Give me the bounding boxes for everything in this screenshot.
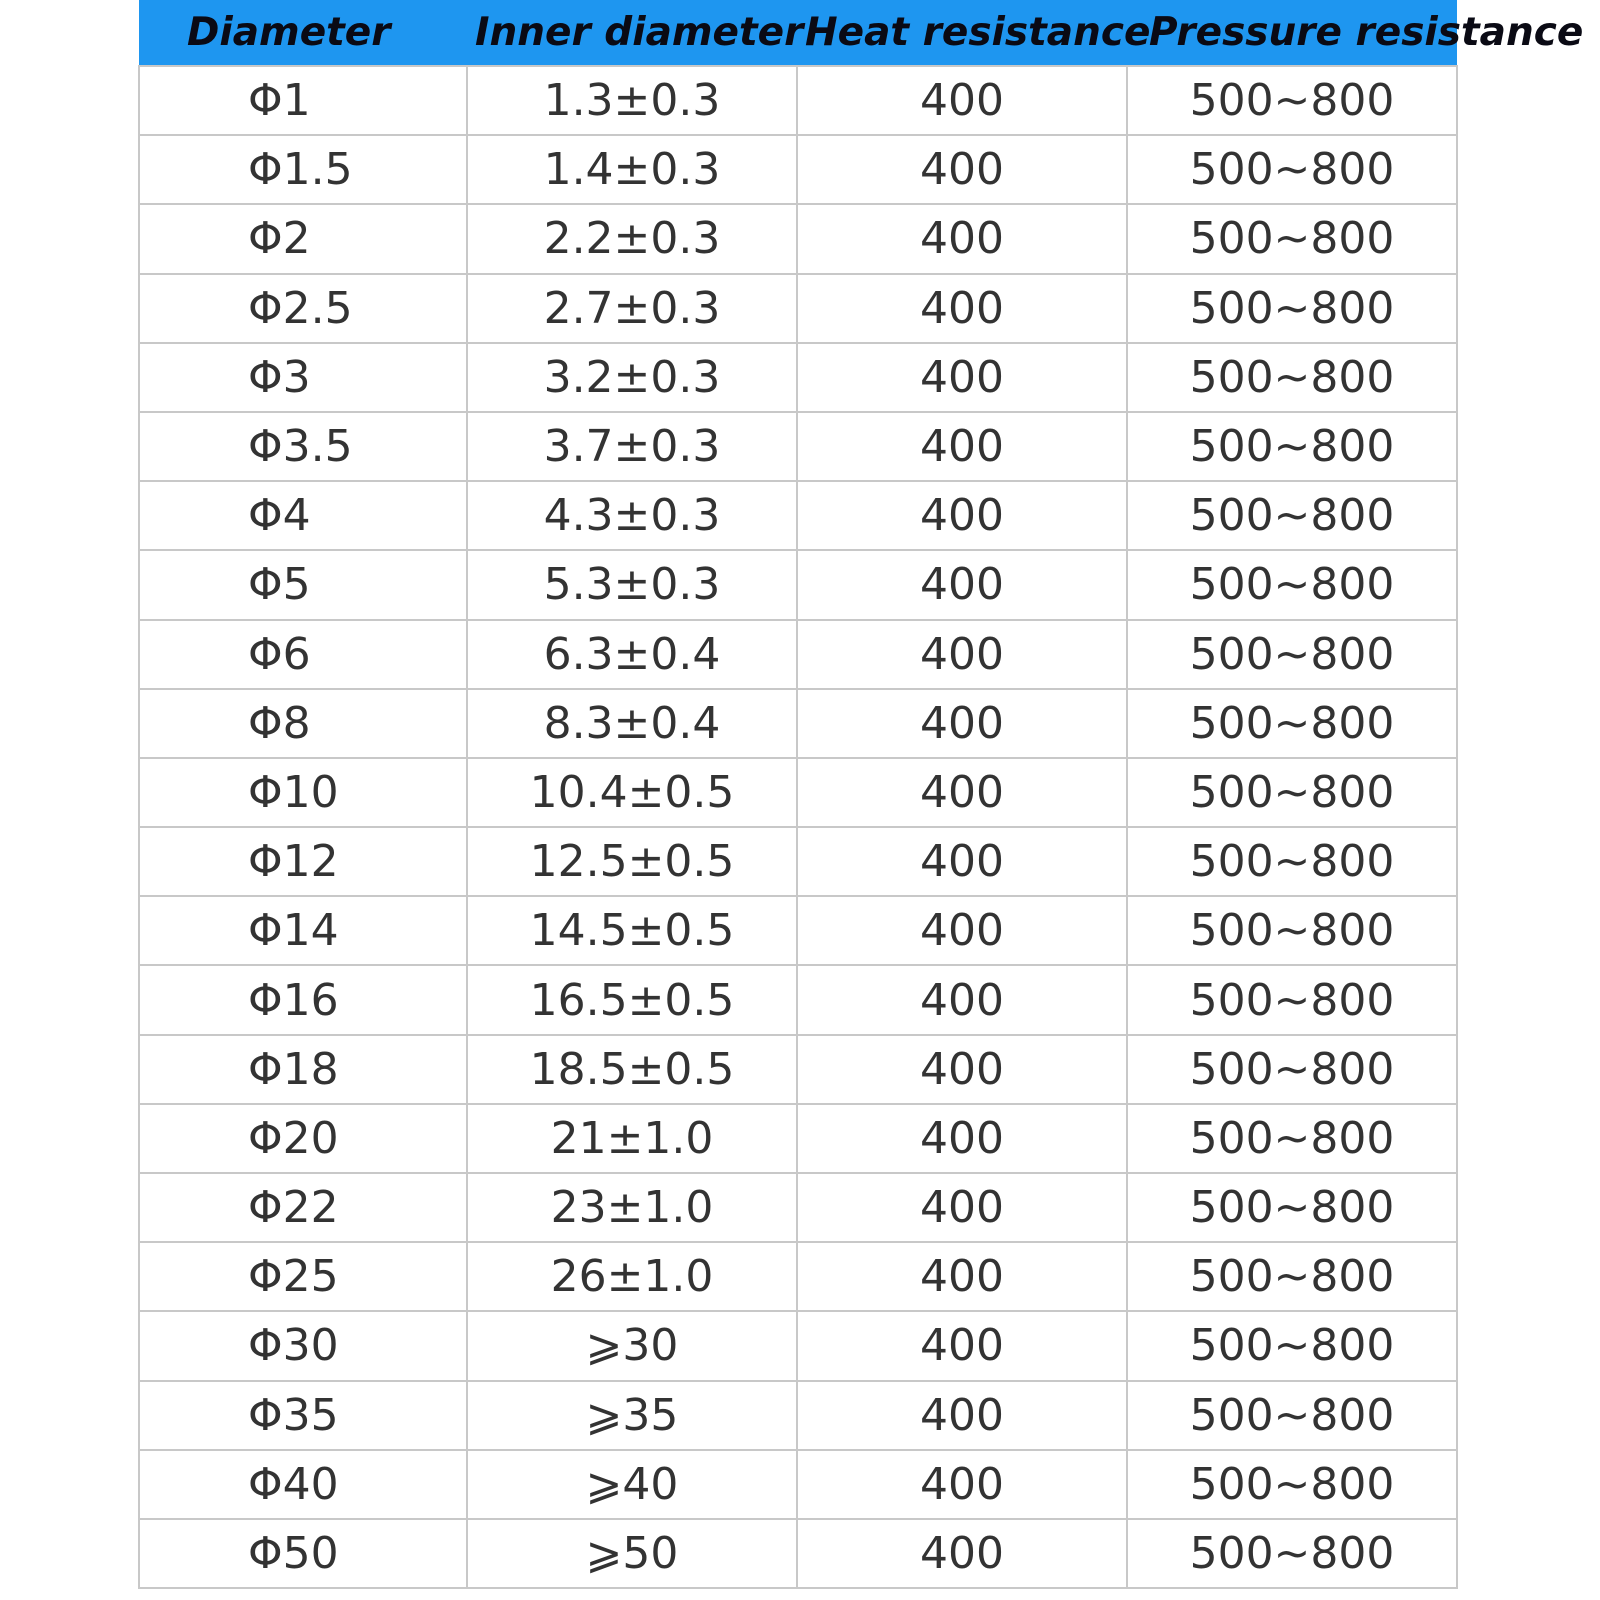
heat-resistance-cell: 400 (797, 1450, 1127, 1519)
header-heat-resistance (797, 0, 1151, 66)
table-row (139, 1035, 1457, 1104)
diameter-cell: Φ10 (139, 758, 467, 827)
table-row (139, 66, 1457, 135)
pressure-resistance-cell: 500~800 (1127, 827, 1457, 896)
table-header (139, 0, 1584, 66)
diameter-cell: Φ1.5 (139, 135, 467, 204)
inner-diameter-cell: 8.3±0.4 (467, 689, 797, 758)
pressure-resistance-cell: 500~800 (1127, 758, 1457, 827)
pressure-resistance-cell: 500~800 (1127, 896, 1457, 965)
diameter-cell: Φ1 (139, 66, 467, 135)
pressure-resistance-cell: 500~800 (1127, 1242, 1457, 1311)
inner-diameter-cell: 14.5±0.5 (467, 896, 797, 965)
header-diameter (139, 0, 467, 66)
spec-table (138, 0, 1584, 1589)
table-row (139, 550, 1457, 619)
pressure-resistance-cell: 500~800 (1127, 66, 1457, 135)
inner-diameter-cell: ⩾30 (467, 1311, 797, 1380)
heat-resistance-cell: 400 (797, 1173, 1127, 1242)
table-row (139, 827, 1457, 896)
pressure-resistance-cell: 500~800 (1127, 204, 1457, 273)
pressure-resistance-cell: 500~800 (1127, 481, 1457, 550)
heat-resistance-cell: 400 (797, 66, 1127, 135)
diameter-cell: Φ5 (139, 550, 467, 619)
diameter-cell: Φ12 (139, 827, 467, 896)
pressure-resistance-cell: 500~800 (1127, 1381, 1457, 1450)
pressure-resistance-cell: 500~800 (1127, 135, 1457, 204)
inner-diameter-cell: 18.5±0.5 (467, 1035, 797, 1104)
heat-resistance-cell: 400 (797, 274, 1127, 343)
pressure-resistance-cell: 500~800 (1127, 1519, 1457, 1588)
heat-resistance-cell: 400 (797, 689, 1127, 758)
inner-diameter-cell: 3.7±0.3 (467, 412, 797, 481)
diameter-cell: Φ8 (139, 689, 467, 758)
heat-resistance-cell: 400 (797, 1104, 1127, 1173)
heat-resistance-cell: 400 (797, 758, 1127, 827)
header-diameter-label: Diameter (187, 10, 391, 55)
pressure-resistance-cell: 500~800 (1127, 1104, 1457, 1173)
inner-diameter-cell: 21±1.0 (467, 1104, 797, 1173)
header-pressure-resistance-label: Pressure resistance (1149, 10, 1584, 55)
diameter-cell: Φ4 (139, 481, 467, 550)
diameter-cell: Φ2.5 (139, 274, 467, 343)
heat-resistance-cell: 400 (797, 481, 1127, 550)
heat-resistance-cell: 400 (797, 135, 1127, 204)
pressure-resistance-cell: 500~800 (1127, 343, 1457, 412)
heat-resistance-cell: 400 (797, 343, 1127, 412)
diameter-cell: Φ18 (139, 1035, 467, 1104)
inner-diameter-cell: 5.3±0.3 (467, 550, 797, 619)
diameter-cell: Φ16 (139, 965, 467, 1034)
heat-resistance-cell: 400 (797, 1381, 1127, 1450)
diameter-cell: Φ3.5 (139, 412, 467, 481)
inner-diameter-cell: 2.7±0.3 (467, 274, 797, 343)
pressure-resistance-cell: 500~800 (1127, 1450, 1457, 1519)
inner-diameter-cell: 12.5±0.5 (467, 827, 797, 896)
pressure-resistance-cell: 500~800 (1127, 550, 1457, 619)
table-row (139, 896, 1457, 965)
inner-diameter-cell: ⩾50 (467, 1519, 797, 1588)
table-row (139, 204, 1457, 273)
diameter-cell: Φ20 (139, 1104, 467, 1173)
heat-resistance-cell: 400 (797, 896, 1127, 965)
table-row (139, 1311, 1457, 1380)
table-row (139, 1242, 1457, 1311)
heat-resistance-cell: 400 (797, 1311, 1127, 1380)
heat-resistance-cell: 400 (797, 965, 1127, 1034)
inner-diameter-cell: ⩾35 (467, 1381, 797, 1450)
inner-diameter-cell: 1.4±0.3 (467, 135, 797, 204)
table-row (139, 965, 1457, 1034)
pressure-resistance-cell: 500~800 (1127, 274, 1457, 343)
header-heat-resistance-label: Heat resistance (805, 10, 1151, 55)
table-row (139, 1104, 1457, 1173)
heat-resistance-cell: 400 (797, 620, 1127, 689)
table-row (139, 343, 1457, 412)
pressure-resistance-cell: 500~800 (1127, 412, 1457, 481)
header-row (139, 0, 1457, 66)
pressure-resistance-cell: 500~800 (1127, 1035, 1457, 1104)
diameter-cell: Φ22 (139, 1173, 467, 1242)
inner-diameter-cell: 3.2±0.3 (467, 343, 797, 412)
table-row (139, 1381, 1457, 1450)
inner-diameter-cell: 23±1.0 (467, 1173, 797, 1242)
diameter-cell: Φ3 (139, 343, 467, 412)
table-row (139, 1450, 1457, 1519)
diameter-cell: Φ40 (139, 1450, 467, 1519)
header-inner-diameter-label: Inner diameter (475, 10, 804, 55)
diameter-cell: Φ14 (139, 896, 467, 965)
inner-diameter-cell: 2.2±0.3 (467, 204, 797, 273)
inner-diameter-cell: 6.3±0.4 (467, 620, 797, 689)
diameter-cell: Φ30 (139, 1311, 467, 1380)
diameter-cell: Φ2 (139, 204, 467, 273)
inner-diameter-cell: ⩾40 (467, 1450, 797, 1519)
header-pressure-resistance (1127, 0, 1584, 66)
inner-diameter-cell: 4.3±0.3 (467, 481, 797, 550)
table-row (139, 412, 1457, 481)
table-row (139, 481, 1457, 550)
diameter-cell: Φ50 (139, 1519, 467, 1588)
heat-resistance-cell: 400 (797, 1519, 1127, 1588)
inner-diameter-cell: 26±1.0 (467, 1242, 797, 1311)
diameter-cell: Φ6 (139, 620, 467, 689)
table-row (139, 758, 1457, 827)
table-row (139, 620, 1457, 689)
table-row (139, 689, 1457, 758)
heat-resistance-cell: 400 (797, 204, 1127, 273)
table-row (139, 135, 1457, 204)
pressure-resistance-cell: 500~800 (1127, 620, 1457, 689)
inner-diameter-cell: 16.5±0.5 (467, 965, 797, 1034)
diameter-cell: Φ25 (139, 1242, 467, 1311)
inner-diameter-cell: 10.4±0.5 (467, 758, 797, 827)
table-row (139, 274, 1457, 343)
heat-resistance-cell: 400 (797, 1242, 1127, 1311)
table-row (139, 1173, 1457, 1242)
header-inner-diameter (467, 0, 804, 66)
heat-resistance-cell: 400 (797, 1035, 1127, 1104)
heat-resistance-cell: 400 (797, 827, 1127, 896)
pressure-resistance-cell: 500~800 (1127, 1173, 1457, 1242)
table-body (139, 66, 1457, 1588)
heat-resistance-cell: 400 (797, 412, 1127, 481)
table-row (139, 1519, 1457, 1588)
inner-diameter-cell: 1.3±0.3 (467, 66, 797, 135)
pressure-resistance-cell: 500~800 (1127, 689, 1457, 758)
diameter-cell: Φ35 (139, 1381, 467, 1450)
heat-resistance-cell: 400 (797, 550, 1127, 619)
pressure-resistance-cell: 500~800 (1127, 965, 1457, 1034)
pressure-resistance-cell: 500~800 (1127, 1311, 1457, 1380)
